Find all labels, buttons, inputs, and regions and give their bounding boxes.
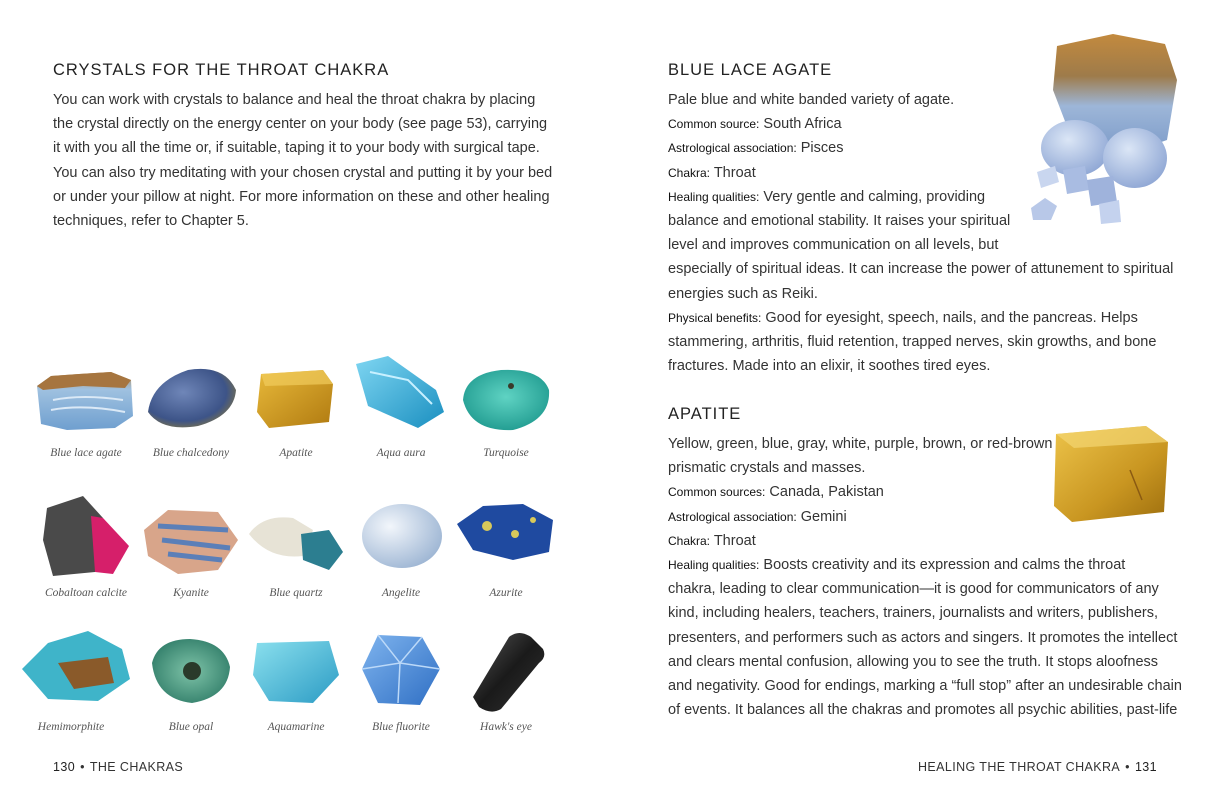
description: Pale blue and white banded variety of agate. [668, 92, 955, 108]
caption: Aquamarine [267, 721, 325, 733]
crystal-hawks-eye [453, 623, 559, 743]
crystal-apatite [243, 350, 349, 470]
physical-text-line: fractures. Made into an elixir, it soothes tired eyes. [668, 358, 991, 375]
right-page [605, 0, 1210, 800]
blue-lace-agate-heading: BLUE LACE AGATE [668, 61, 833, 79]
description: prismatic crystals and masses. [668, 460, 866, 477]
crystal-blue-quartz [243, 490, 349, 610]
blue-chalcedony-image [138, 350, 244, 440]
astrological-line [668, 136, 1168, 160]
crystal-aquamarine [243, 623, 349, 743]
crystal-hemimorphite [18, 623, 124, 743]
crystal-azurite [453, 490, 559, 610]
caption: Angelite [381, 587, 421, 599]
aqua-aura-image [348, 350, 454, 440]
common-source-value: South Africa [763, 116, 842, 133]
astrological-value: Pisces [800, 140, 844, 157]
intro-line: techniques, refer to Chapter 5. [53, 213, 249, 230]
chakra-value: Throat [713, 164, 756, 181]
physical-line [668, 306, 1168, 330]
caption: Blue opal [168, 721, 214, 733]
healing-text-line: of events. It balances all the chakras and promotes all psychic abilities, past-life [668, 702, 1178, 719]
astrological-line [668, 505, 1168, 529]
caption: Blue fluorite [372, 721, 430, 733]
healing-text: Very gentle and calming, providing [763, 188, 986, 205]
intro-line: or under your pillow at night. For more information on these and other healing [53, 188, 550, 205]
common-source-line [668, 480, 1168, 504]
intro-line: the crystal directly on the energy center on your body (see page 53), carrying [53, 116, 548, 133]
hemimorphite-image [18, 623, 138, 713]
healing-line [668, 185, 1168, 209]
physical-label: Physical benefits: [668, 310, 762, 325]
crystal-blue-chalcedony [138, 350, 244, 470]
healing-text-line: energies such as Reiki. [668, 285, 818, 302]
healing-text-line: kind, including healers, teachers, trainers, journalists and writers, publishers, [668, 605, 1159, 622]
crystal-blue-opal [138, 623, 244, 743]
healing-text-line: and negativity. Good for endings, marking a “full stop” after an undesirable chain [668, 678, 1182, 695]
healing-text-line: balance and emotional stability. It raises your spiritual [668, 213, 1011, 230]
intro-line: You can work with crystals to balance and heal the throat chakra by placing [53, 92, 536, 108]
caption: Aqua aura [376, 447, 426, 459]
caption: Azurite [489, 587, 523, 599]
chakra-line [668, 529, 1168, 553]
angelite-image [348, 490, 454, 580]
crystal-angelite [348, 490, 454, 610]
apatite-body [668, 432, 1182, 722]
left-heading: CRYSTALS FOR THE THROAT CHAKRA [53, 61, 390, 79]
crystal-cobaltoan-calcite [33, 490, 139, 610]
aquamarine-image [243, 623, 349, 713]
healing-label: Healing qualities: [668, 558, 760, 573]
right-footer [918, 760, 1157, 774]
blue-fluorite-image [348, 623, 454, 713]
blue-lace-agate-image [33, 350, 139, 440]
description: Yellow, green, blue, gray, white, purple, brown, or red-brown [668, 436, 1053, 452]
azurite-image [453, 490, 559, 580]
healing-text: Boosts creativity and its expression and calms the throat [763, 557, 1126, 574]
blue-quartz-image [243, 490, 349, 580]
intro-paragraph [53, 88, 573, 233]
healing-text-line: chakra, leading to clear communication—it is good for communicators of any [668, 581, 1159, 598]
cobaltoan-calcite-image [33, 490, 139, 580]
astrological-value: Gemini [800, 508, 847, 525]
turquoise-image [453, 350, 559, 440]
crystal-gallery [20, 345, 580, 740]
apatite-heading: APATITE [668, 405, 742, 423]
astrological-label: Astrological association: [668, 509, 797, 524]
common-source-label: Common sources: [668, 485, 766, 500]
footer-separator: • [80, 760, 85, 774]
blue-lace-agate-body [668, 88, 1174, 378]
caption: Blue lace agate [50, 447, 122, 459]
healing-text-line: presenters, and performers such as actors and singers. It promotes the intellect [668, 629, 1178, 646]
crystal-blue-lace-agate [33, 350, 139, 470]
healing-text-line: especially of spiritual ideas. It can increase the power of attunement to spiritual [668, 261, 1174, 278]
caption: Turquoise [483, 447, 529, 459]
page-number: 131 [1134, 760, 1157, 774]
intro-line: You can also try meditating with your chosen crystal and putting it by your bed [53, 164, 553, 181]
page-number: 130 [53, 760, 76, 774]
footer-separator: • [1125, 760, 1130, 774]
healing-text-line: level and improves communication on all levels, but [668, 237, 999, 254]
caption: Blue quartz [269, 587, 323, 599]
healing-line [668, 553, 1168, 577]
running-head: THE CHAKRAS [89, 760, 184, 774]
chakra-label: Chakra: [668, 165, 711, 180]
common-source-label: Common source: [668, 117, 760, 132]
crystal-turquoise [453, 350, 559, 470]
crystal-kyanite [138, 490, 244, 610]
crystal-blue-fluorite [348, 623, 454, 743]
intro-line: it with you all the time or, if suitable, taping it to your body with surgical tape. [53, 140, 540, 157]
chakra-line [668, 161, 1168, 185]
crystal-aqua-aura [348, 350, 454, 470]
left-footer [53, 760, 183, 774]
astrological-label: Astrological association: [668, 141, 797, 156]
caption: Kyanite [173, 587, 209, 599]
running-head: HEALING THE THROAT CHAKRA [917, 760, 1121, 774]
chakra-value: Throat [713, 532, 756, 549]
physical-text: Good for eyesight, speech, nails, and the pancreas. Helps [765, 309, 1138, 326]
caption: Apatite [279, 447, 313, 459]
healing-text-line: and clears mental confusion, allowing you to see the truth. It stops aloofness [668, 653, 1159, 670]
blue-opal-image [138, 623, 244, 713]
healing-label: Healing qualities: [668, 189, 760, 204]
common-source-value: Canada, Pakistan [769, 484, 884, 501]
caption: Hawk's eye [480, 721, 532, 733]
common-source-line [668, 112, 1168, 136]
caption: Blue chalcedony [152, 447, 230, 459]
chakra-label: Chakra: [668, 533, 711, 548]
physical-text-line: stammering, arthritis, fluid retention, trapped nerves, skin growths, and bone [668, 334, 1157, 351]
caption: Cobaltoan calcite [44, 587, 128, 599]
hawks-eye-image [453, 623, 559, 713]
kyanite-image [138, 490, 244, 580]
caption: Hemimorphite [37, 721, 105, 733]
apatite-image [243, 350, 349, 440]
